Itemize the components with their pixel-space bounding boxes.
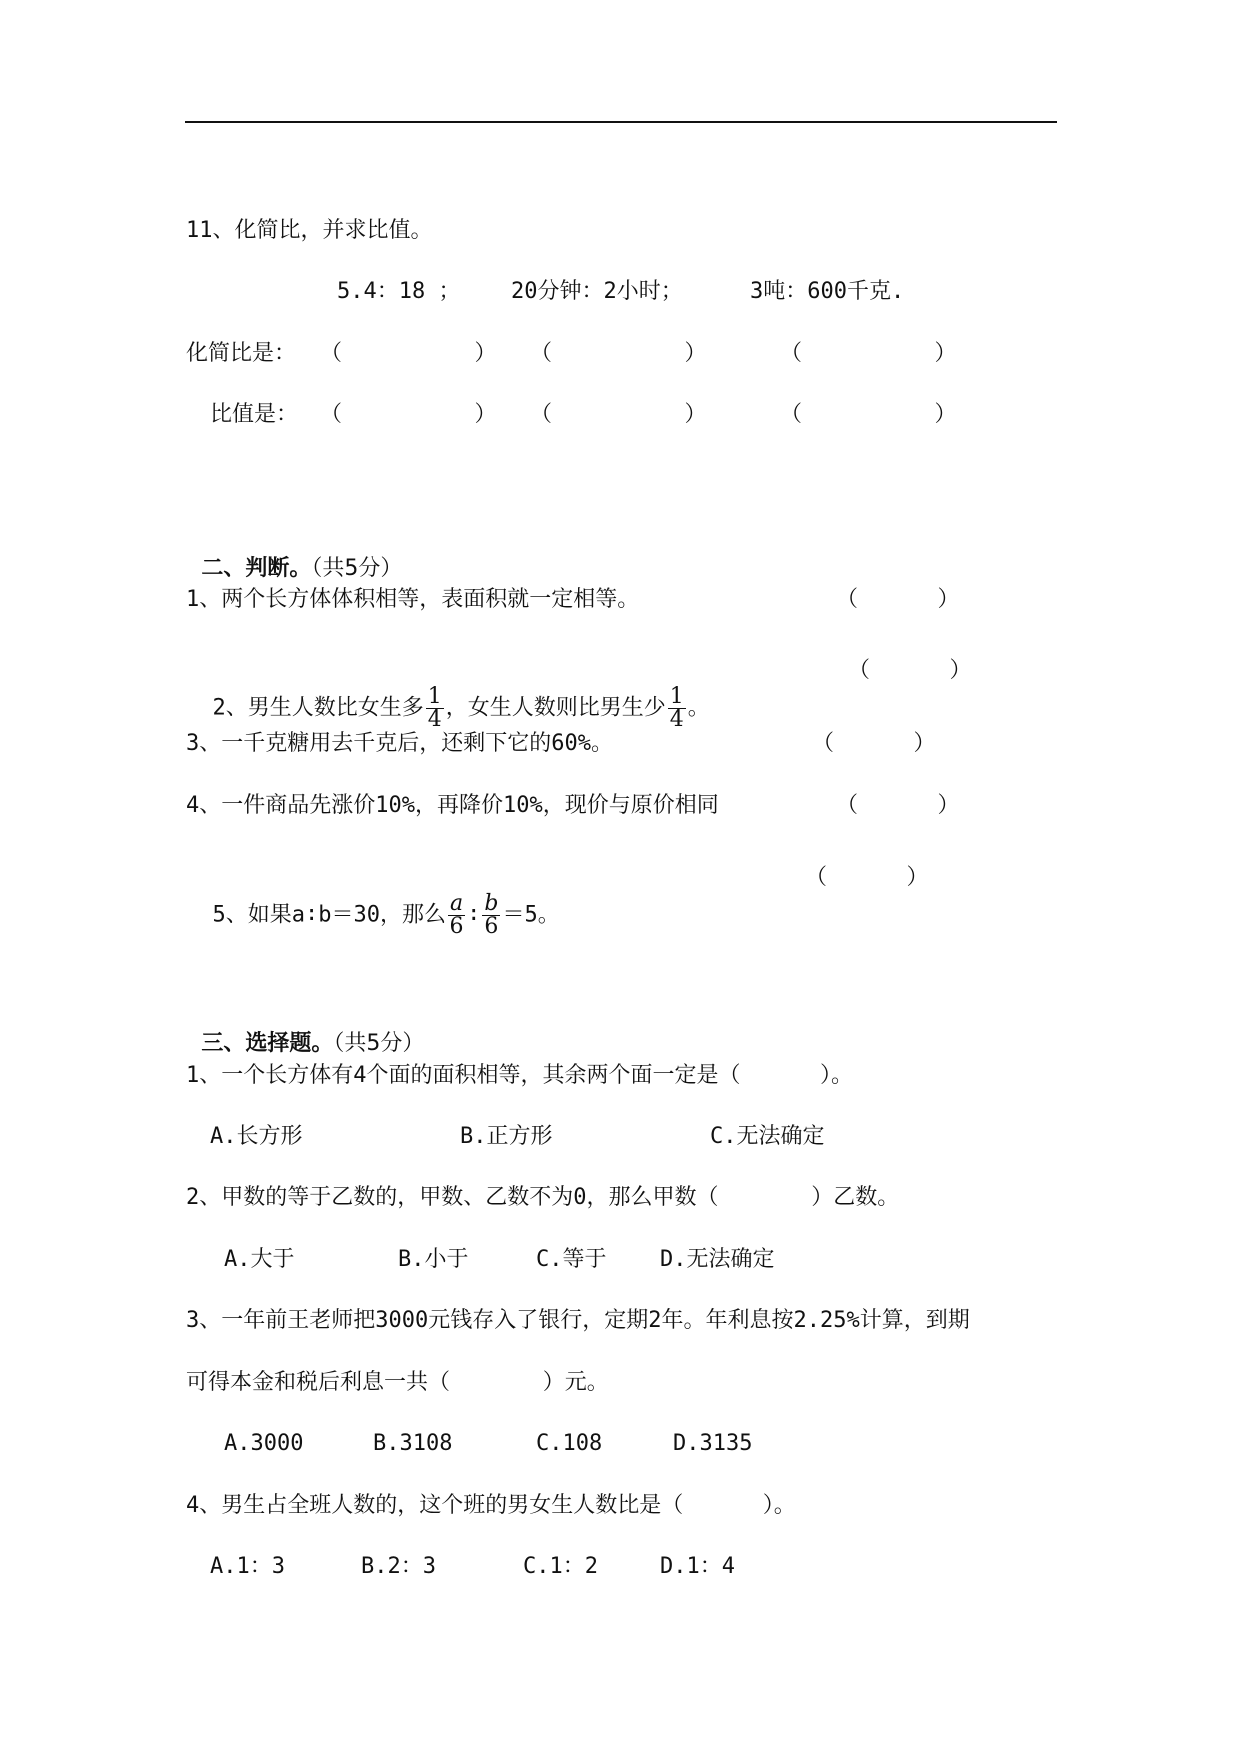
choice-q3: 3、一年前王老师把3000元钱存入了银行，定期2年。年利息按2.25%计算，到期 (186, 1308, 970, 1333)
judge-item-1: 1、两个长方体体积相等，表面积就一定相等。 (186, 587, 640, 612)
choice-q4-option-a[interactable]: A.1：3 (210, 1554, 285, 1579)
choice-q3-cont: 可得本金和税后利息一共（ ）元。 (186, 1370, 609, 1395)
judge-blank-4[interactable]: （ ） (836, 793, 960, 818)
q11-value-blank-3[interactable]: （ ） (780, 402, 957, 427)
choice-q2-option-c[interactable]: C.等于 (536, 1247, 607, 1272)
judge-blank-2[interactable]: （ ） (848, 658, 972, 683)
section3-points: （共5分） (333, 1031, 425, 1056)
section2-heading (186, 524, 402, 584)
q11-simplify-blank-1[interactable]: （ ） (320, 341, 497, 366)
choice-q3-option-d[interactable]: D.3135 (673, 1431, 753, 1456)
choice-q4-option-d[interactable]: D.1：4 (660, 1554, 735, 1579)
choice-q1-option-c[interactable]: C.无法确定 (710, 1124, 825, 1149)
judge-blank-5[interactable]: （ ） (805, 865, 929, 890)
choice-q1-option-b[interactable]: B.正方形 (460, 1124, 553, 1149)
q11-value-blank-1[interactable]: （ ） (320, 402, 497, 427)
judge-blank-3[interactable]: （ ） (812, 731, 936, 756)
choice-q3-option-a[interactable]: A.3000 (224, 1431, 304, 1456)
fraction-one-quarter: $\frac{1}{4}$ (427, 684, 442, 732)
section2-points: （共5分） (311, 556, 403, 581)
choice-q4-option-b[interactable]: B.2：3 (361, 1554, 436, 1579)
choice-q1: 1、一个长方体有4个面的面积相等，其余两个面一定是（ ）。 (186, 1063, 853, 1088)
fraction-one-quarter: $\frac{1}{4}$ (669, 684, 684, 732)
fraction-b-over-6: $\frac{b}{6}$ (484, 891, 499, 939)
q11-title: 11、化简比，并求比值。 (186, 218, 433, 243)
choice-q1-option-a[interactable]: A.长方形 (210, 1124, 303, 1149)
choice-q2-option-a[interactable]: A.大于 (224, 1247, 295, 1272)
q11-simplify-blank-3[interactable]: （ ） (780, 341, 957, 366)
choice-q3-option-b[interactable]: B.3108 (373, 1431, 453, 1456)
q11-item-2: 20分钟：2小时； (511, 279, 683, 304)
judge-item-5: 5、如果a∶b＝30，那么 $\frac{a}{6}$ ∶ $\frac{b}{6}$ ＝5。 (212, 891, 560, 939)
choice-q2-option-d[interactable]: D.无法确定 (660, 1247, 775, 1272)
q11-item-1: 5.4：18 ； (337, 279, 461, 304)
judge-item-4: 4、一件商品先涨价10%，再降价10%，现价与原价相同 (186, 793, 719, 818)
choice-q4: 4、男生占全班人数的，这个班的男女生人数比是（ ）。 (186, 1493, 796, 1518)
choice-q3-option-c[interactable]: C.108 (536, 1431, 603, 1456)
fraction-a-over-6: $\frac{a}{6}$ (449, 891, 464, 939)
judge-item-2: 2、男生人数比女生多 $\frac{1}{4}$ ，女生人数则比男生少 $\frac{1}{4}$ 。 (212, 684, 710, 732)
section2-title: 二、判断。 (201, 556, 312, 581)
q11-simplify-label: 化简比是： (186, 341, 297, 366)
header-rule (185, 121, 1057, 123)
judge-item-3: 3、一千克糖用去千克后，还剩下它的60%。 (186, 731, 613, 756)
section3-heading (186, 999, 424, 1059)
judge-blank-1[interactable]: （ ） (836, 587, 960, 612)
choice-q2-option-b[interactable]: B.小于 (398, 1247, 469, 1272)
section3-title: 三、选择题。 (201, 1031, 334, 1056)
q11-item-3: 3吨：600千克. (750, 279, 905, 304)
q11-value-label: 比值是： (210, 402, 299, 427)
choice-q2: 2、甲数的等于乙数的，甲数、乙数不为0，那么甲数（ ）乙数。 (186, 1185, 900, 1210)
q11-value-blank-2[interactable]: （ ） (530, 402, 707, 427)
q11-simplify-blank-2[interactable]: （ ） (530, 341, 707, 366)
choice-q4-option-c[interactable]: C.1：2 (523, 1554, 598, 1579)
